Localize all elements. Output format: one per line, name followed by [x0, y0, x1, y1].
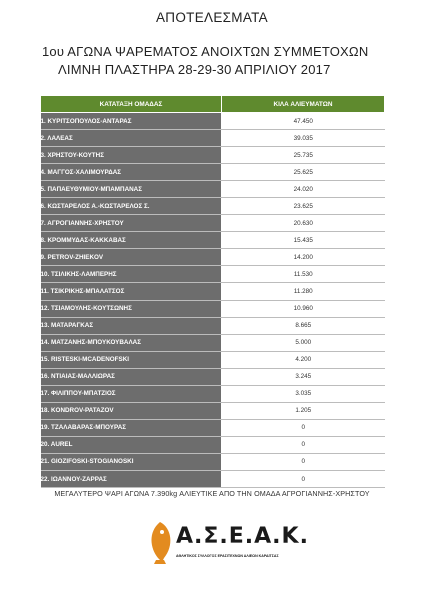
table-row — [41, 368, 385, 385]
event-subtitle: 1ου ΑΓΩΝΑ ΨΑΡΕΜΑΤΟΣ ΑΝΟΙΧΤΩΝ ΣΥΜΜΕΤΟΧΩΝ — [42, 44, 369, 59]
team-cell: 4. ΜΑΓΓΟΣ-ΧΑΛΙΜΟΥΡΔΑΣ — [41, 164, 222, 181]
table-row — [41, 334, 385, 351]
table-row — [41, 283, 385, 300]
team-cell: 6. ΚΩΣΤΑΡΕΛΟΣ Α.-ΚΩΣΤΑΡΕΛΟΣ Σ. — [41, 198, 222, 215]
team-cell: 2. ΛΑΛΕΑΣ — [41, 130, 222, 147]
team-cell: 10. ΤΣΙΛΙΚΗΣ-ΛΑΜΠΕΡΗΣ — [41, 266, 222, 283]
table-row — [41, 351, 385, 368]
table-row — [41, 198, 385, 215]
team-cell: 22. ΙΩΑΝΝΟΥ-ΖΑΡΡΑΣ — [41, 470, 222, 487]
kg-cell: 20.630 — [222, 215, 385, 232]
kg-cell: 11.280 — [222, 283, 385, 300]
kg-cell: 15.435 — [222, 232, 385, 249]
logo-tagline: ΑΘΛΗΤΙΚΟΣ ΣΥΛΛΟΓΟΣ ΕΡΑΣΙΤΕΧΝΩΝ ΑΛΙΕΩΝ ΚΑΡΔΙΤΣΑΣ — [176, 554, 279, 558]
table-row — [41, 317, 385, 334]
team-cell: 19. ΤΖΑΛΑΒΑΡΑΣ-ΜΠΟΥΡΑΣ — [41, 419, 222, 436]
table-row — [41, 419, 385, 436]
team-cell: 5. ΠΑΠΑΕΥΘΥΜΙΟΥ-ΜΠΑΜΠΑΝΑΣ — [41, 181, 222, 198]
kg-cell: 3.245 — [222, 368, 385, 385]
fish-icon — [140, 520, 180, 564]
logo-name: Α.Σ.Ε.Α.Κ. — [176, 524, 309, 549]
table-row — [41, 266, 385, 283]
table-row — [41, 249, 385, 266]
column-header-team: ΚΑΤΑΤΑΞΗ ΟΜΑΔΑΣ — [41, 96, 222, 113]
kg-cell: 0 — [222, 419, 385, 436]
table-row — [41, 215, 385, 232]
team-cell: 20. AUREL — [41, 436, 222, 453]
team-cell: 21. GIOZIFOSKI-STOGIANOSKI — [41, 453, 222, 470]
table-row — [41, 385, 385, 402]
team-cell: 16. ΝΤΙΑΙΑΣ-ΜΑΛΛΙΩΡΑΣ — [41, 368, 222, 385]
event-location-date: ΛΙΜΝΗ ΠΛΑΣΤΗΡΑ 28-29-30 ΑΠΡΙΛΙΟΥ 2017 — [58, 62, 331, 77]
club-logo — [140, 520, 309, 574]
team-cell: 3. ΧΡΗΣΤΟΥ-ΚΟΥΤΗΣ — [41, 147, 222, 164]
team-cell: 13. ΜΑΤΑΡΑΓΚΑΣ — [41, 317, 222, 334]
team-cell: 1. ΚΥΡΙΤΣΟΠΟΥΛΟΣ-ΑΝΤΑΡΑΣ — [41, 113, 222, 130]
page-title: ΑΠΟΤΕΛΕΣΜΑΤΑ — [156, 10, 268, 25]
team-cell: 7. ΑΓΡΟΓΙΑΝΝΗΣ-ΧΡΗΣΤΟΥ — [41, 215, 222, 232]
table-row — [41, 147, 385, 164]
column-header-kg: ΚΙΛΑ ΑΛΙΕΥΜΑΤΩΝ — [222, 96, 385, 113]
team-cell: 14. ΜΑΤΖΑΝΗΣ-ΜΠΟΥΚΟΥΒΑΛΑΣ — [41, 334, 222, 351]
kg-cell: 0 — [222, 453, 385, 470]
results-table — [40, 95, 385, 488]
table-row — [41, 181, 385, 198]
kg-cell: 23.625 — [222, 198, 385, 215]
kg-cell: 8.665 — [222, 317, 385, 334]
table-row — [41, 113, 385, 130]
table-row — [41, 436, 385, 453]
kg-cell: 5.000 — [222, 334, 385, 351]
table-row — [41, 300, 385, 317]
table-row — [41, 453, 385, 470]
team-cell: 17. ΦΙΛΙΠΠΟΥ-ΜΠΑΤΖΙΟΣ — [41, 385, 222, 402]
table-header-row — [41, 96, 385, 113]
team-cell: 11. ΤΣΙΚΡΙΚΗΣ-ΜΠΑΛΑΤΣΟΣ — [41, 283, 222, 300]
kg-cell: 25.735 — [222, 147, 385, 164]
table-row — [41, 130, 385, 147]
kg-cell: 0 — [222, 436, 385, 453]
kg-cell: 47.450 — [222, 113, 385, 130]
table-row — [41, 164, 385, 181]
team-cell: 18. KONDROV-PATAZOV — [41, 402, 222, 419]
table-row — [41, 232, 385, 249]
team-cell: 9. PETROV-ZHIEKOV — [41, 249, 222, 266]
kg-cell: 11.530 — [222, 266, 385, 283]
biggest-fish-note: ΜΕΓΑΛΥΤΕΡΟ ΨΑΡΙ ΑΓΩΝΑ 7.390kg ΑΛΙΕΥΤΙΚΕ ΑΠΟ ΤΗΝ ΟΜΑΔΑ ΑΓΡΟΓΙΑΝΝΗΣ-ΧΡΗΣΤΟΥ — [54, 489, 370, 498]
kg-cell: 4.200 — [222, 351, 385, 368]
team-cell: 15. RISTESKI-MCADENOFSKI — [41, 351, 222, 368]
kg-cell: 24.020 — [222, 181, 385, 198]
kg-cell: 39.035 — [222, 130, 385, 147]
team-cell: 12. ΤΣΙΑΜΟΥΛΗΣ-ΚΟΥΤΣΩΝΗΣ — [41, 300, 222, 317]
table-row — [41, 470, 385, 487]
kg-cell: 14.200 — [222, 249, 385, 266]
team-cell: 8. ΚΡΟΜΜΥΔΑΣ-ΚΑΚΚΑΒΑΣ — [41, 232, 222, 249]
kg-cell: 3.035 — [222, 385, 385, 402]
table-row — [41, 402, 385, 419]
kg-cell: 10.960 — [222, 300, 385, 317]
kg-cell: 0 — [222, 470, 385, 487]
kg-cell: 1.205 — [222, 402, 385, 419]
kg-cell: 25.625 — [222, 164, 385, 181]
